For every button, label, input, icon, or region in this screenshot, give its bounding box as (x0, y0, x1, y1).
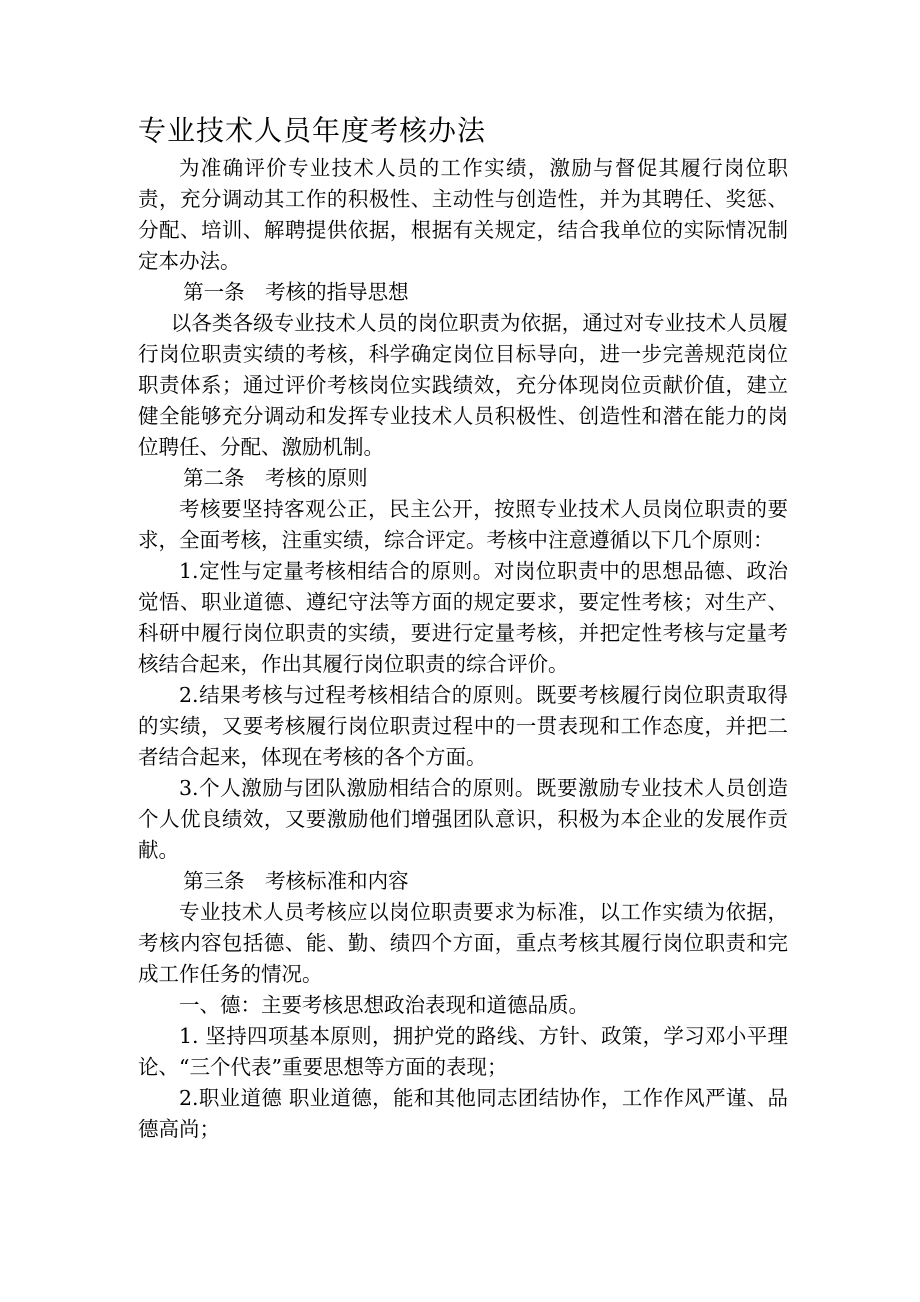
document-page (138, 110, 788, 1145)
article-2-body: 考核要坚持客观公正，民主公开，按照专业技术人员岗位职责的要求，全面考核，注重实绩，综合评定。考核中注意遵循以下几个原则： (138, 497, 788, 552)
article-1-body: 以各类各级专业技术人员的岗位职责为依据，通过对专业技术人员履行岗位职责实绩的考核，科学确定岗位目标导向，进一步完善规范岗位职责体系；通过评价考核岗位实践绩效，充分体现岗位贡献价值，建立健全能够充分调动和发挥专业技术人员积极性、创造性和潜在能力的岗位聘任、分配、激励机制。 (138, 311, 788, 459)
article-3-point-2: 2.职业道德 职业道德，能和其他同志团结协作，工作作风严谨、品德高尚； (138, 1086, 788, 1141)
article-2-item-3: 3.个人激励与团队激励相结合的原则。既要激励专业技术人员创造个人优良绩效，又要激励他们增强团队意识，积极为本企业的发展作贡献。 (138, 776, 788, 862)
article-3-body: 专业技术人员考核应以岗位职责要求为标准，以工作实绩为依据，考核内容包括德、能、勤、绩四个方面，重点考核其履行岗位职责和完成工作任务的情况。 (138, 900, 788, 986)
article-2-item-1: 1.定性与定量考核相结合的原则。对岗位职责中的思想品德、政治觉悟、职业道德、遵纪守法等方面的规定要求，要定性考核；对生产、科研中履行岗位职责的实绩，要进行定量考核，并把定性考核与定量考核结合起来，作出其履行岗位职责的综合评价。 (138, 559, 788, 676)
article-2-heading: 第二条 考核的原则 (183, 466, 368, 490)
intro-paragraph: 为准确评价专业技术人员的工作实绩，激励与督促其履行岗位职责，充分调动其工作的积极性、主动性与创造性，并为其聘任、奖惩、分配、培训、解聘提供依据，根据有关规定，结合我单位的实际情况制定本办法。 (138, 156, 788, 273)
article-3-heading: 第三条 考核标准和内容 (183, 869, 409, 893)
article-1-heading: 第一条 考核的指导思想 (183, 280, 409, 304)
article-2-item-2: 2.结果考核与过程考核相结合的原则。既要考核履行岗位职责取得的实绩，又要考核履行岗位职责过程中的一贯表现和工作态度，并把二者结合起来，体现在考核的各个方面。 (138, 683, 788, 769)
article-3-point-1: 1. 坚持四项基本原则，拥护党的路线、方针、政策，学习邓小平理论、“三个代表”重要思想等方面的表现； (138, 1024, 788, 1079)
document-title: 专业技术人员年度考核办法 (138, 114, 487, 147)
article-3-section-1: 一、德：主要考核思想政治表现和道德品质。 (179, 993, 589, 1017)
